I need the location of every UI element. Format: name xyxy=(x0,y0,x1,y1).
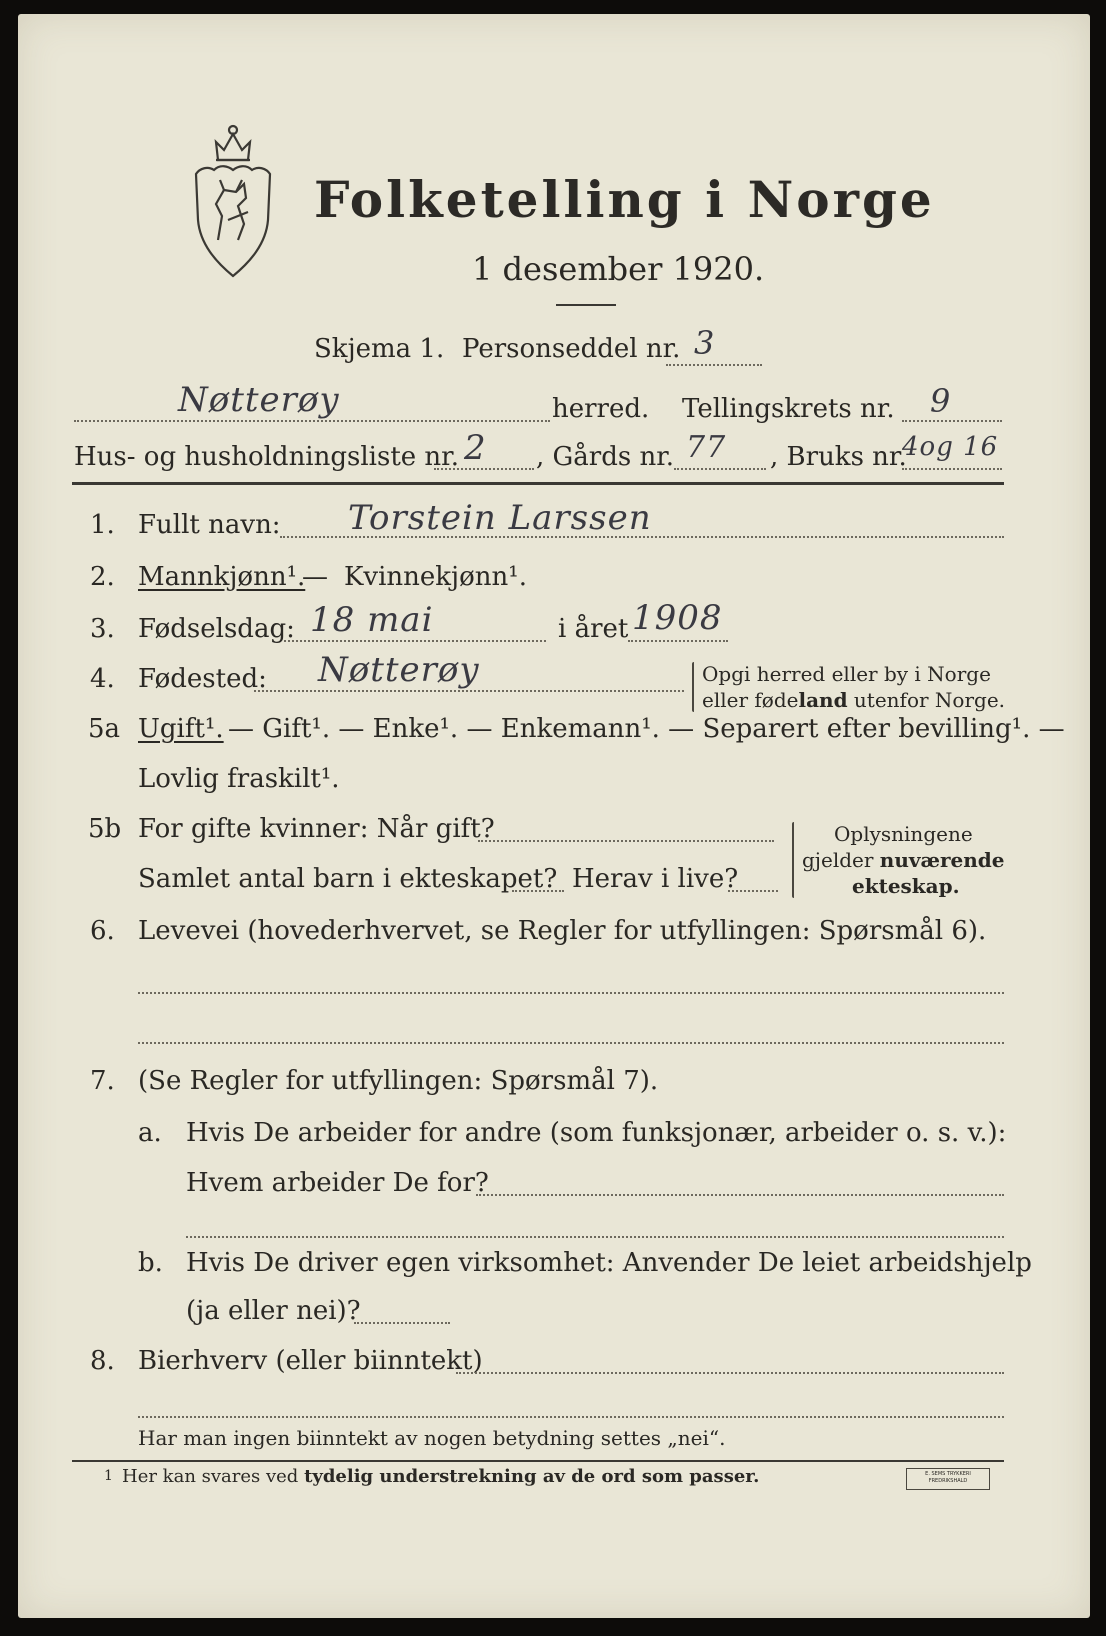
q5a-number: 5a xyxy=(88,714,121,744)
personseddel-line xyxy=(666,364,762,366)
q4-note-line2 xyxy=(702,688,1005,712)
coat-of-arms-icon xyxy=(188,120,278,280)
hus-value[interactable]: 2 xyxy=(464,428,487,468)
footnote-text xyxy=(122,1466,759,1487)
q5b-note1: Oplysningene xyxy=(834,822,973,846)
q8-number: 8. xyxy=(90,1346,115,1376)
q5b-line3 xyxy=(728,890,778,892)
personseddel-value[interactable]: 3 xyxy=(694,324,716,362)
header-rule xyxy=(72,482,1004,485)
q2-number: 2. xyxy=(90,562,115,592)
q7a-label: Hvis De arbeider for andre (som funksjonær, arbeider o. s. v.): xyxy=(186,1118,1007,1148)
q2-male[interactable]: Mannkjønn¹. xyxy=(138,562,306,592)
footnote-text-a: Her kan svares ved xyxy=(122,1466,305,1487)
q8-line1 xyxy=(456,1372,1004,1374)
q7b-question: (ja eller nei)? xyxy=(186,1296,361,1326)
footnote-text-bold: tydelig understrekning av de ord som passer. xyxy=(304,1466,760,1487)
q6-line1 xyxy=(138,992,1004,994)
q5b-number: 5b xyxy=(88,814,122,844)
q3-line xyxy=(284,640,546,642)
herred-value[interactable]: Nøtterøy xyxy=(178,380,340,420)
q7a-question: Hvem arbeider De for? xyxy=(186,1168,489,1198)
hus-line xyxy=(434,468,534,470)
tellingskrets-value[interactable]: 9 xyxy=(930,382,952,420)
q4-note-line1: Opgi herred eller by i Norge xyxy=(702,662,991,686)
footer-rule xyxy=(72,1460,1004,1462)
q4-note-line2-c: utenfor Norge. xyxy=(847,688,1006,712)
q3-number: 3. xyxy=(90,614,115,644)
q8-note: Har man ingen biinntekt av nogen betydning settes „nei“. xyxy=(138,1426,726,1450)
q1-value[interactable]: Torstein Larssen xyxy=(348,498,652,538)
q7b-label: Hvis De driver egen virksomhet: Anvender De leiet arbeidshjelp xyxy=(186,1248,1032,1278)
q5b-label3: Herav i live? xyxy=(572,864,739,894)
q7a-line1 xyxy=(476,1194,1004,1196)
q6-number: 6. xyxy=(90,916,115,946)
printer-stamp-line1: E. SEMS TRYKKERI xyxy=(925,1471,971,1477)
q6-label: Levevei (hovederhvervet, se Regler for utfyllingen: Spørsmål 6). xyxy=(138,916,987,946)
q6-line2 xyxy=(138,1042,1004,1044)
q1-number: 1. xyxy=(90,510,115,540)
q7a-line2 xyxy=(186,1236,1004,1238)
census-date: 1 desember 1920. xyxy=(472,250,765,288)
q5a-ugift[interactable]: Ugift¹. xyxy=(138,714,224,744)
q4-number: 4. xyxy=(90,664,115,694)
q8-line2 xyxy=(138,1416,1004,1418)
q1-label: Fullt navn: xyxy=(138,510,281,540)
q5b-line2 xyxy=(512,890,564,892)
schema-label: Skjema 1. xyxy=(314,334,445,364)
q3-label: Fødselsdag: xyxy=(138,614,295,644)
q7b-line xyxy=(354,1322,450,1324)
gards-value[interactable]: 77 xyxy=(686,430,727,465)
gards-label: , Gårds nr. xyxy=(536,442,675,472)
gards-line xyxy=(674,468,766,470)
tellingskrets-line xyxy=(902,420,1002,422)
q5b-note-brace xyxy=(792,822,794,898)
q4-note-line2-a: eller føde xyxy=(702,688,799,712)
q5b-label2: Samlet antal barn i ekteskapet? xyxy=(138,864,558,894)
q4-note-line2-bold: land xyxy=(798,688,848,712)
q2-female[interactable]: Kvinnekjønn¹. xyxy=(344,562,527,592)
herred-label: herred. xyxy=(552,394,650,424)
q5b-note2-a: gjelder xyxy=(802,848,880,872)
q7-label: (Se Regler for utfyllingen: Spørsmål 7). xyxy=(138,1066,659,1096)
q3-value[interactable]: 18 mai xyxy=(310,600,434,640)
q5b-note3: ekteskap. xyxy=(852,874,960,898)
q4-label: Fødested: xyxy=(138,664,267,694)
census-form-sheet xyxy=(18,14,1090,1618)
q5b-label1: For gifte kvinner: Når gift? xyxy=(138,814,495,844)
q5a-line2[interactable]: Lovlig fraskilt¹. xyxy=(138,764,340,794)
q4-line xyxy=(254,690,684,692)
q5a-options[interactable]: — Gift¹. — Enke¹. — Enkemann¹. — Separert efter bevilling¹. — xyxy=(228,714,1065,744)
footnote-mark: 1 xyxy=(104,1468,113,1484)
bruks-line xyxy=(902,468,1002,470)
q5b-note2 xyxy=(802,848,1005,872)
q8-label: Bierhverv (eller biinntekt) xyxy=(138,1346,483,1376)
q7a-number: a. xyxy=(138,1118,162,1148)
q3-year-line xyxy=(628,640,728,642)
hus-label: Hus- og husholdningsliste nr. xyxy=(74,442,460,472)
printer-stamp xyxy=(906,1468,990,1490)
q4-note-brace xyxy=(692,662,694,712)
herred-line xyxy=(74,420,550,422)
q7b-number: b. xyxy=(138,1248,163,1278)
q5b-note2-bold: nuværende xyxy=(879,848,1005,872)
form-title: Folketelling i Norge xyxy=(314,170,935,229)
tellingskrets-label: Tellingskrets nr. xyxy=(682,394,895,424)
bruks-label: , Bruks nr. xyxy=(770,442,907,472)
q2-separator: — xyxy=(302,562,328,592)
personseddel-label: Personseddel nr. xyxy=(462,334,681,364)
printer-stamp-line2: FREDRIKSHALD xyxy=(928,1478,968,1484)
bruks-value[interactable]: 4og 16 xyxy=(902,432,999,462)
title-divider xyxy=(556,304,616,306)
q5b-line1 xyxy=(478,840,774,842)
q3-year-label: i året xyxy=(558,614,629,644)
q4-value[interactable]: Nøtterøy xyxy=(318,650,480,690)
q3-year-value[interactable]: 1908 xyxy=(632,598,723,638)
q7-number: 7. xyxy=(90,1066,115,1096)
